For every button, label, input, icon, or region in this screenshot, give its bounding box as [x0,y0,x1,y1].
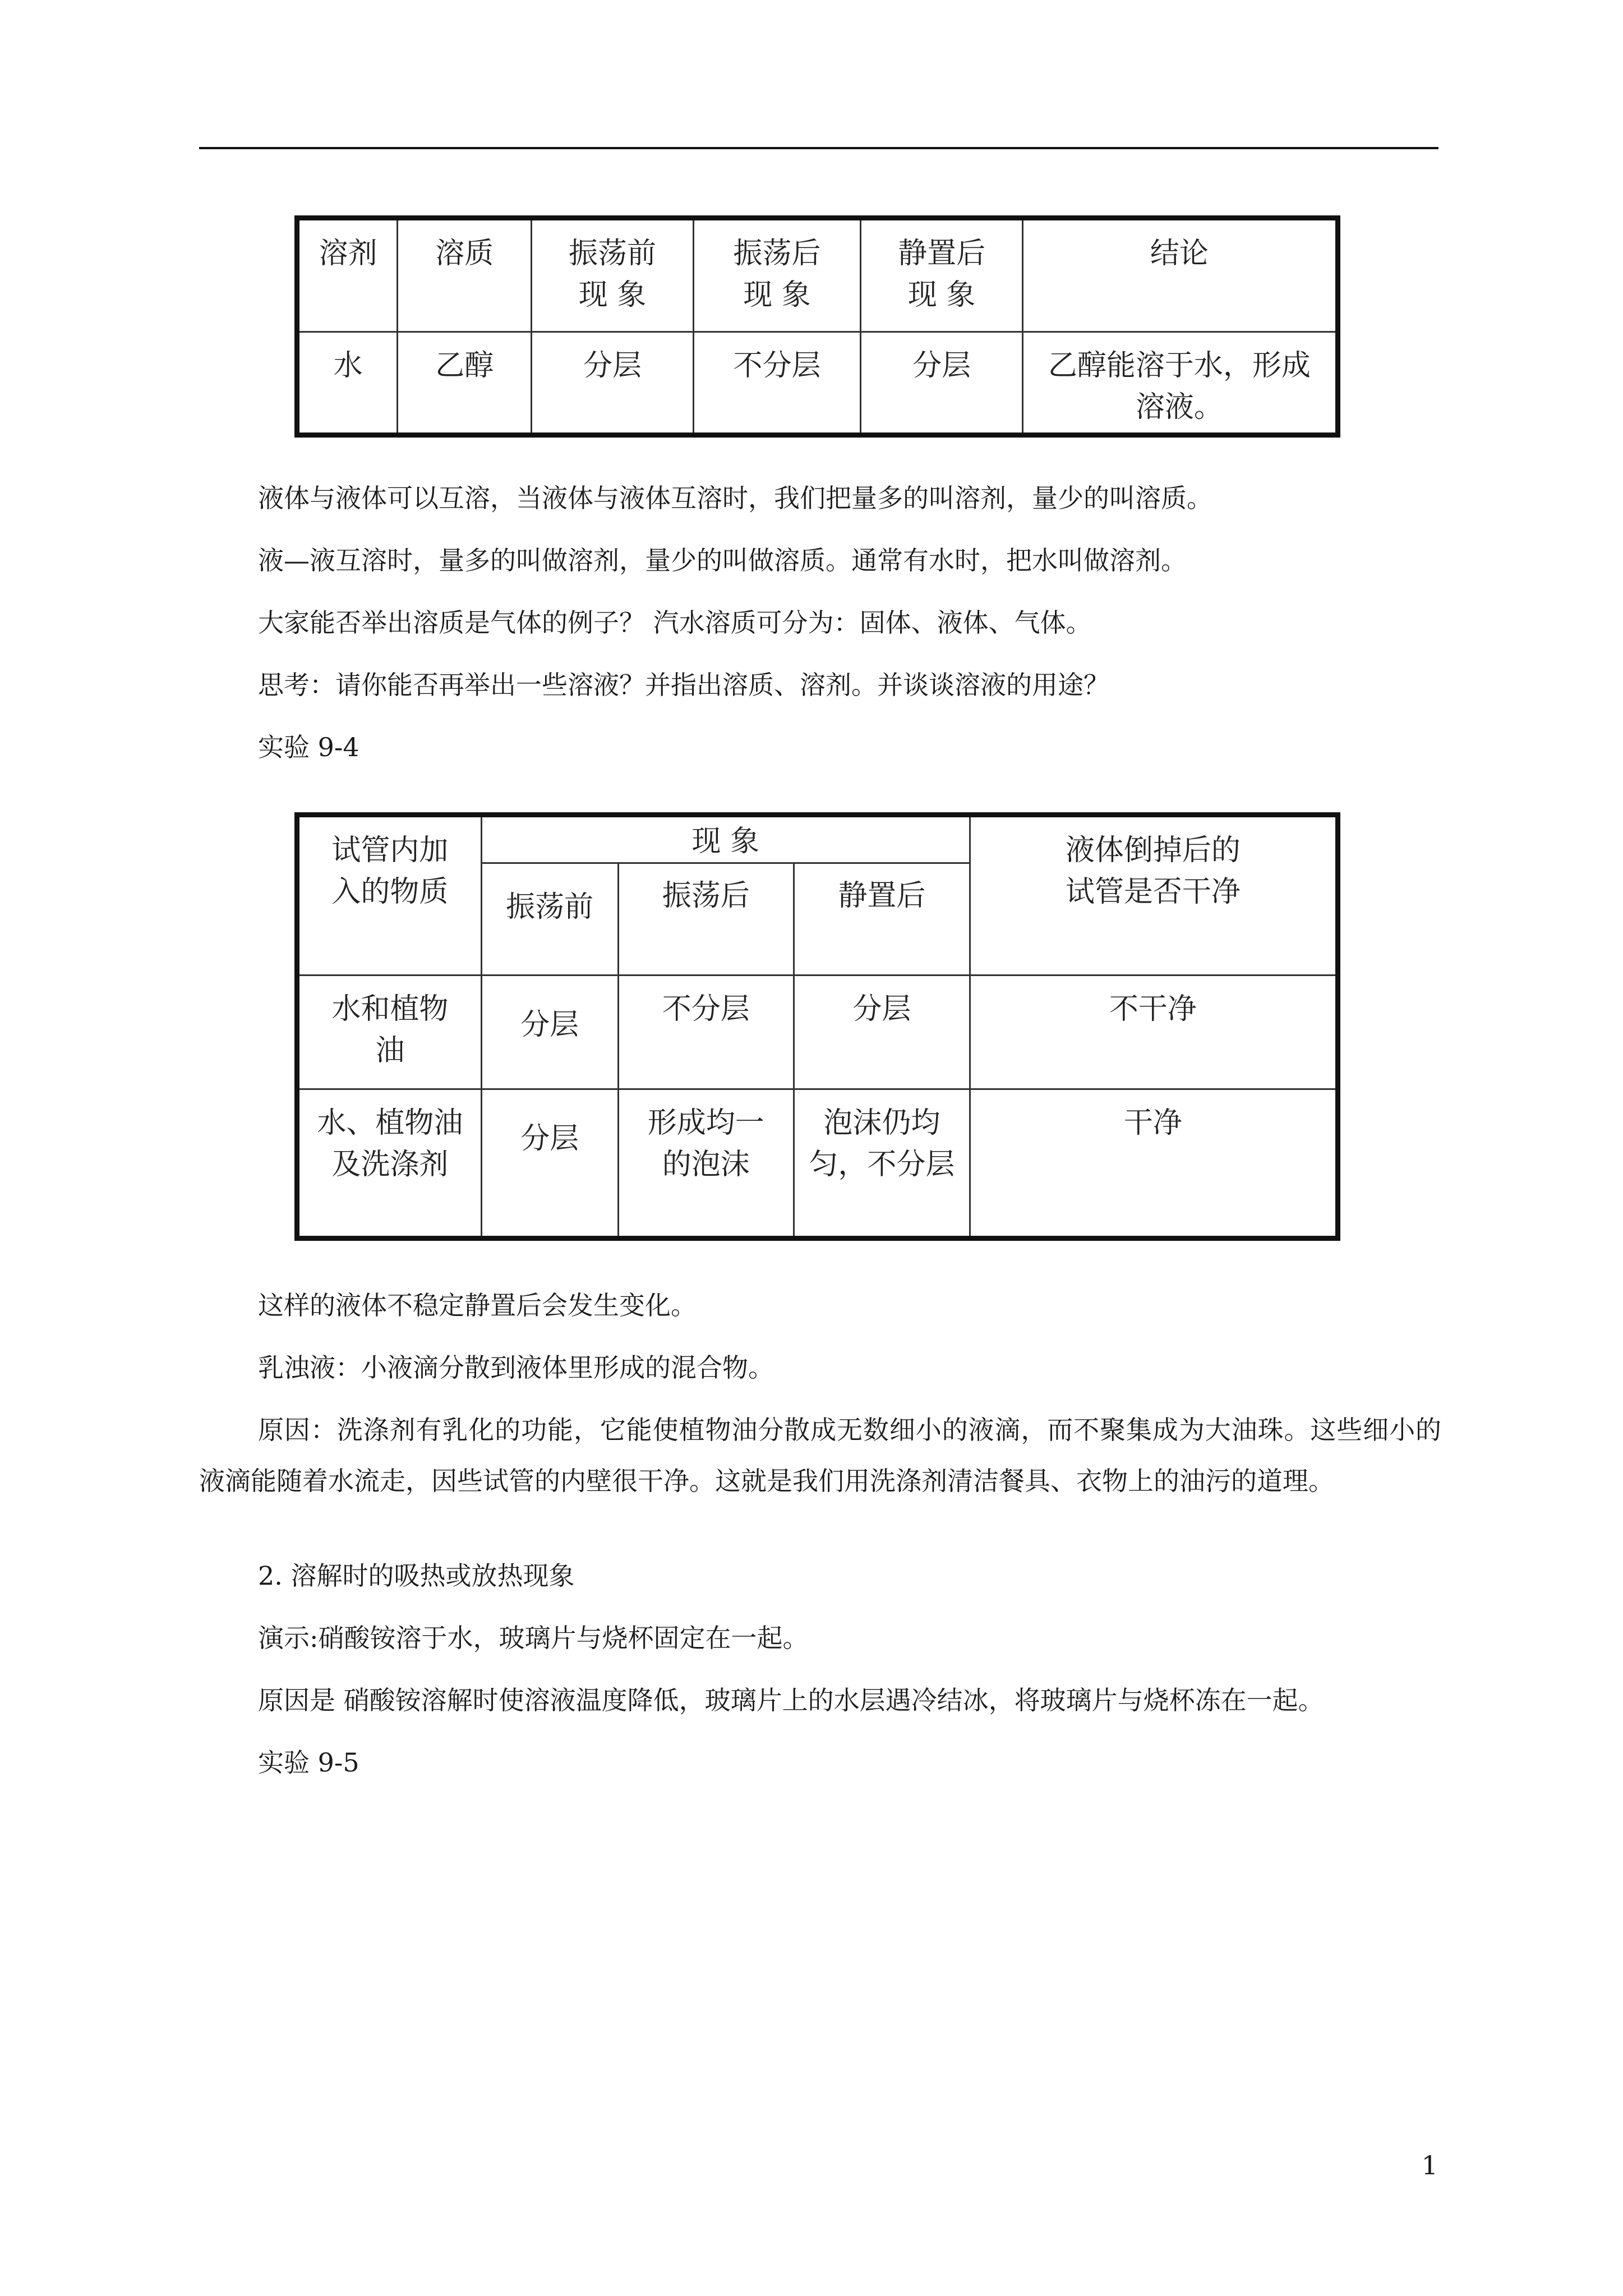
table1-header-cell: 溶质 [398,218,532,332]
section-heading: 2. 溶解时的吸热或放热现象 [258,1561,575,1591]
experiment-label: 实验 9-4 [258,732,359,762]
emulsion-experiment-table [294,812,1340,1241]
table2-cell: 形成均一 的泡沫 [618,1089,794,1238]
table1-cell: 乙醇能溶于水，形成 溶液。 [1022,332,1338,435]
table2-cell: 分层 [481,1089,618,1238]
table1-cell: 分层 [532,332,694,435]
table1-header-cell: 静置后 现 象 [861,218,1023,332]
table2-cell: 水和植物 油 [297,976,482,1089]
experiment-label: 实验 9-5 [258,1747,359,1778]
table2-cell: 不干净 [970,976,1338,1089]
table2-cell: 分层 [794,976,970,1089]
table1-cell: 分层 [861,332,1023,435]
table1-cell: 水 [297,332,398,435]
table1-header-cell: 振荡前 现 象 [532,218,694,332]
paragraph: 大家能否举出溶质是气体的例子？ 汽水溶质可分为：固体、液体、气体。 [258,608,1092,638]
table1-header-cell: 结论 [1022,218,1338,332]
paragraph: 液体与液体可以互溶，当液体与液体互溶时，我们把量多的叫溶剂，量少的叫溶质。 [258,483,1212,513]
table1-header-cell: 振荡后 现 象 [693,218,861,332]
page-number: 1 [1421,2150,1438,2180]
paragraph: 乳浊液：小液滴分散到液体里形成的混合物。 [258,1352,774,1383]
paragraph: 原因：洗涤剂有乳化的功能，它能使植物油分散成无数细小的液滴，而不聚集成为大油珠。这些细小的液滴能随着水流走，因些试管的内壁很干净。这就是我们用洗涤剂清洁餐具、衣物上的油污的道理。 [199,1415,1441,1496]
paragraph: 演示:硝酸铵溶于水，玻璃片与烧杯固定在一起。 [258,1623,809,1653]
table2-cell: 分层 [481,976,618,1089]
paragraph: 这样的液体不稳定静置后会发生变化。 [258,1290,697,1320]
solution-experiment-table [294,215,1340,438]
table2-header-cell: 静置后 [794,863,970,976]
table2-header-cell: 液体倒掉后的 试管是否干净 [970,815,1338,976]
table1-header-cell: 溶剂 [297,218,398,332]
paragraph: 思考：请你能否再举出一些溶液？并指出溶质、溶剂。并谈谈溶液的用途？ [258,670,1109,700]
paragraph: 液—液互溶时，量多的叫做溶剂，量少的叫做溶质。通常有水时，把水叫做溶剂。 [258,545,1187,576]
table1-cell: 乙醇 [398,332,532,435]
paragraph: 原因是 硝酸铵溶解时使溶液温度降低，玻璃片上的水层遇冷结冰，将玻璃片与烧杯冻在一起。 [258,1685,1324,1715]
header-rule [199,147,1438,149]
table2-header-cell: 现 象 [481,815,970,863]
table1-cell: 不分层 [693,332,861,435]
table2-cell: 泡沫仍均 匀，不分层 [794,1089,970,1238]
table2-cell: 水、植物油 及洗涤剂 [297,1089,482,1238]
table2-header-cell: 试管内加 入的物质 [297,815,482,976]
table2-header-cell: 振荡前 [481,863,618,976]
table2-cell: 不分层 [618,976,794,1089]
table2-cell: 干净 [970,1089,1338,1238]
table2-header-cell: 振荡后 [618,863,794,976]
